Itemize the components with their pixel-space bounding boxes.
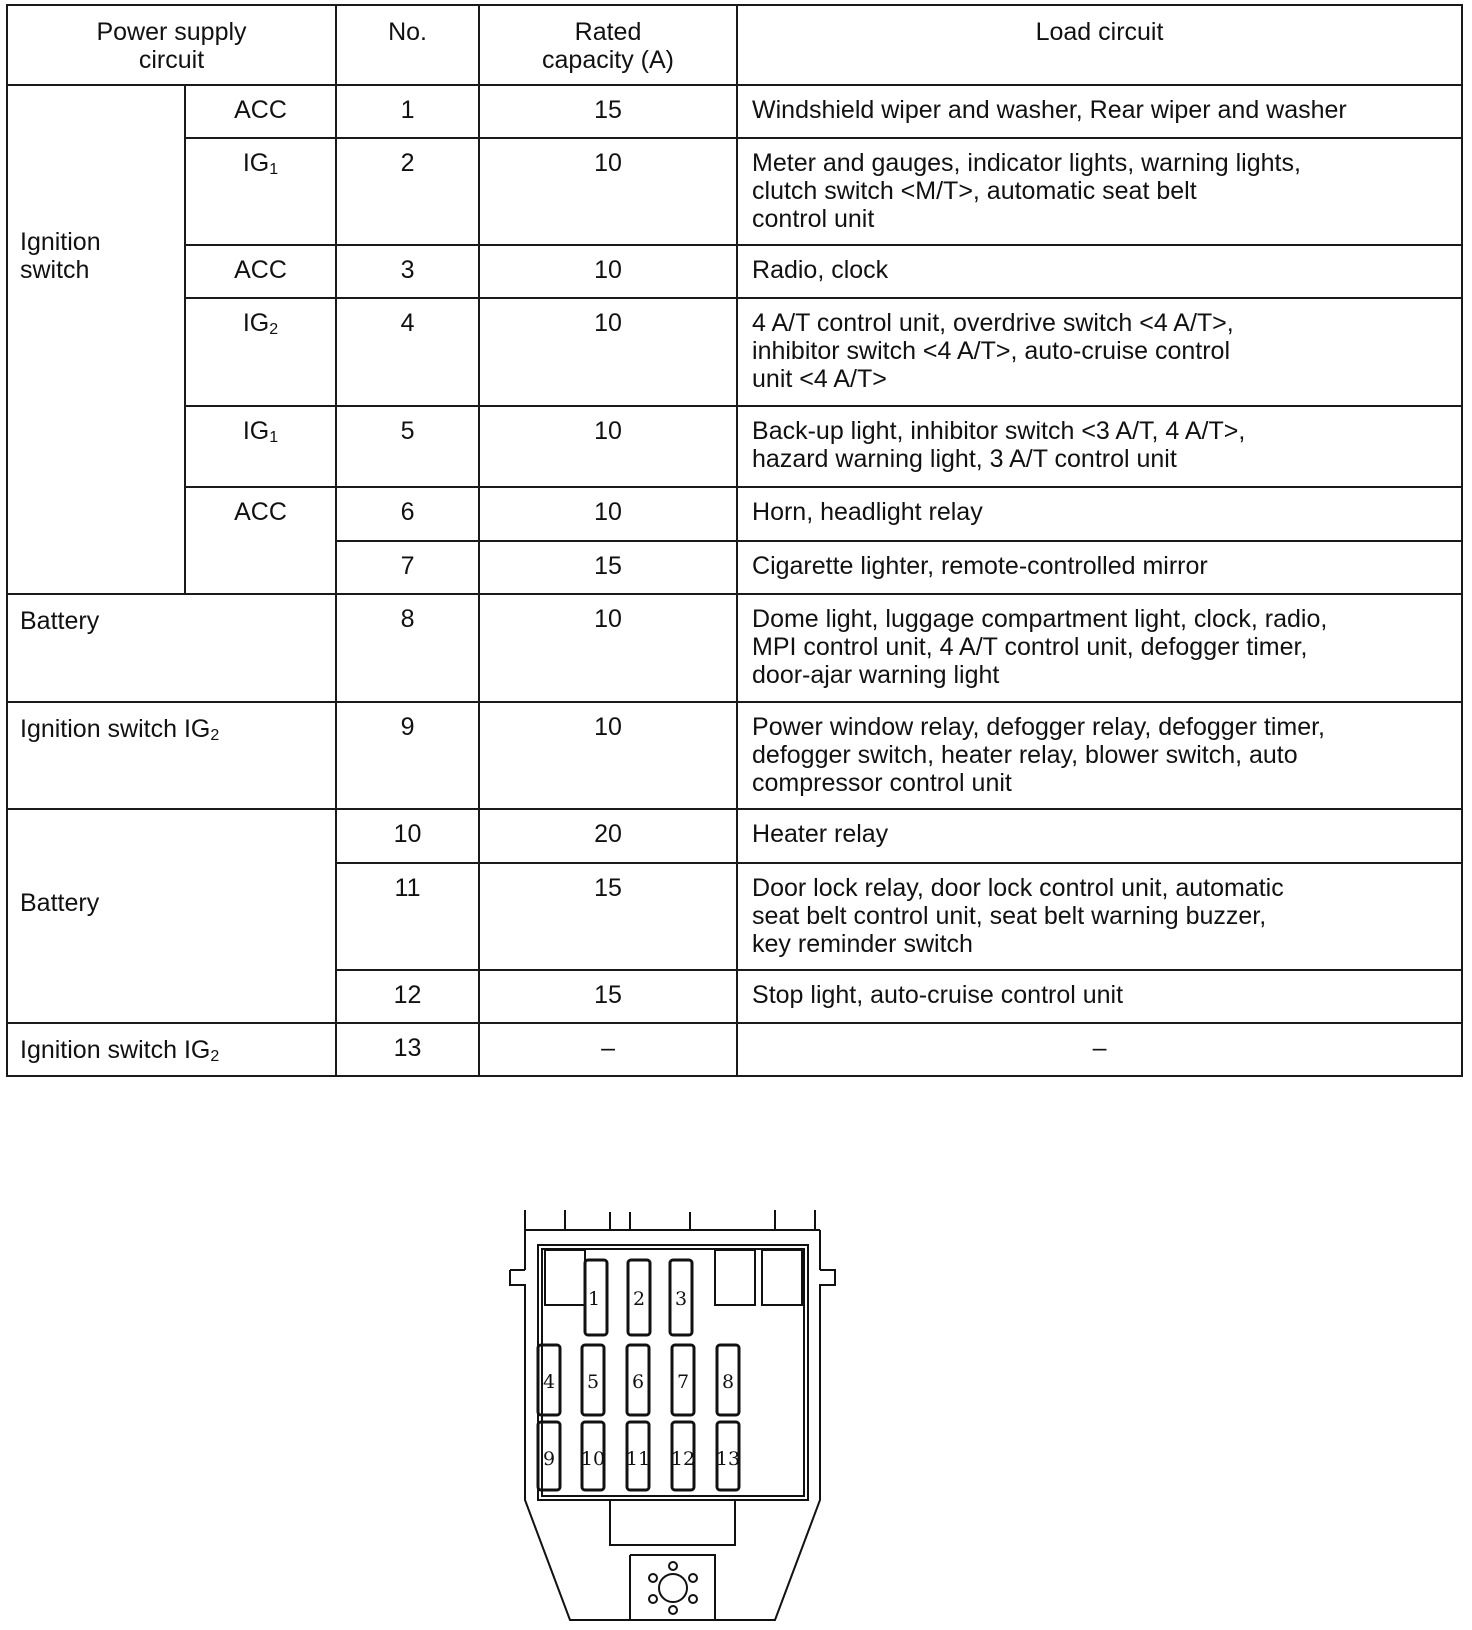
fuse-label: 7 bbox=[676, 1371, 690, 1393]
fuse-label: 4 bbox=[542, 1371, 556, 1393]
load-circuit: 4 A/T control unit, overdrive switch <4 A/T>, inhibitor switch <4 A/T>, auto-cruise control unit <4 A/T> bbox=[737, 298, 1462, 406]
fuse-label: 8 bbox=[721, 1371, 735, 1393]
rated-capacity: 10 bbox=[479, 594, 737, 702]
rated-capacity: 20 bbox=[479, 809, 737, 863]
load-circuit: Meter and gauges, indicator lights, warning lights, clutch switch <M/T>, automatic seat belt control unit bbox=[737, 138, 1462, 245]
table-row bbox=[7, 1023, 1462, 1076]
rated-capacity: 15 bbox=[479, 970, 737, 1023]
fuse-number: 5 bbox=[336, 406, 479, 487]
table-row bbox=[7, 138, 1462, 245]
rated-capacity: 10 bbox=[479, 487, 737, 541]
load-circuit: – bbox=[737, 1023, 1462, 1076]
fuse-number: 12 bbox=[336, 970, 479, 1023]
fuse-label: 10 bbox=[580, 1448, 606, 1470]
fuse-number: 13 bbox=[336, 1023, 479, 1076]
fuse-label: 1 bbox=[587, 1288, 601, 1310]
rated-capacity: 15 bbox=[479, 85, 737, 138]
fuse-number: 9 bbox=[336, 702, 479, 809]
header-row bbox=[7, 5, 1462, 85]
fuse-label: 5 bbox=[586, 1371, 600, 1393]
load-circuit: Dome light, luggage compartment light, clock, radio, MPI control unit, 4 A/T control unit, defogger timer, door-ajar warning light bbox=[737, 594, 1462, 702]
fuse-label: 12 bbox=[670, 1448, 696, 1470]
load-circuit: Horn, headlight relay bbox=[737, 487, 1462, 541]
fuse-box-diagram bbox=[490, 1210, 855, 1630]
group-ignition-switch-ig2: Ignition switch $IG_2$ bbox=[7, 702, 336, 809]
header-power-supply: Power supply circuit bbox=[7, 5, 336, 85]
fuse-table bbox=[6, 4, 1463, 1077]
table-row bbox=[7, 487, 1462, 541]
load-circuit: Cigarette lighter, remote-controlled mirror bbox=[737, 541, 1462, 594]
group-ignition-switch-ig2: Ignition switch $IG_2$ bbox=[7, 1023, 336, 1076]
rated-capacity: 15 bbox=[479, 863, 737, 970]
rated-capacity: 15 bbox=[479, 541, 737, 594]
sub-circuit: $IG_1$ bbox=[185, 138, 336, 245]
fuse-number: 2 bbox=[336, 138, 479, 245]
group-battery: Battery bbox=[7, 809, 336, 1023]
load-circuit: Radio, clock bbox=[737, 245, 1462, 298]
fuse-number: 4 bbox=[336, 298, 479, 406]
table-row bbox=[7, 809, 1462, 863]
table-row bbox=[7, 594, 1462, 702]
fuse-label: 6 bbox=[631, 1371, 645, 1393]
load-circuit: Door lock relay, door lock control unit, automatic seat belt control unit, seat belt warning buzzer, key reminder switch bbox=[737, 863, 1462, 970]
table-row bbox=[7, 406, 1462, 487]
fuse-number: 8 bbox=[336, 594, 479, 702]
rated-capacity: 10 bbox=[479, 138, 737, 245]
load-circuit: Back-up light, inhibitor switch <3 A/T, 4 A/T>, hazard warning light, 3 A/T control unit bbox=[737, 406, 1462, 487]
fuse-label: 2 bbox=[632, 1288, 646, 1310]
fuse-number: 10 bbox=[336, 809, 479, 863]
group-battery: Battery bbox=[7, 594, 336, 702]
fuse-box-drawing bbox=[490, 1210, 855, 1630]
fuse-number: 3 bbox=[336, 245, 479, 298]
load-circuit: Stop light, auto-cruise control unit bbox=[737, 970, 1462, 1023]
rated-capacity: 10 bbox=[479, 245, 737, 298]
load-circuit: Heater relay bbox=[737, 809, 1462, 863]
rated-capacity: 10 bbox=[479, 298, 737, 406]
sub-circuit: $IG_2$ bbox=[185, 298, 336, 406]
header-load-circuit: Load circuit bbox=[737, 5, 1462, 85]
fuse-label: 11 bbox=[625, 1448, 651, 1470]
fuse-label: 3 bbox=[674, 1288, 688, 1310]
rated-capacity: 10 bbox=[479, 702, 737, 809]
group-ignition-switch: Ignition switch bbox=[7, 85, 185, 594]
table-row bbox=[7, 702, 1462, 809]
fuse-number: 7 bbox=[336, 541, 479, 594]
table-row bbox=[7, 245, 1462, 298]
header-rated-capacity: Rated capacity (A) bbox=[479, 5, 737, 85]
rated-capacity: 10 bbox=[479, 406, 737, 487]
fuse-number: 11 bbox=[336, 863, 479, 970]
fuse-label: 9 bbox=[542, 1448, 556, 1470]
fuse-number: 6 bbox=[336, 487, 479, 541]
sub-circuit: ACC bbox=[185, 487, 336, 594]
table-row bbox=[7, 85, 1462, 138]
sub-circuit: $IG_1$ bbox=[185, 406, 336, 487]
sub-circuit: ACC bbox=[185, 245, 336, 298]
fuse-number: 1 bbox=[336, 85, 479, 138]
load-circuit: Power window relay, defogger relay, defogger timer, defogger switch, heater relay, blower switch, auto compressor control unit bbox=[737, 702, 1462, 809]
fuse-label: 13 bbox=[715, 1448, 741, 1470]
rated-capacity: – bbox=[479, 1023, 737, 1076]
sub-circuit: ACC bbox=[185, 85, 336, 138]
header-no: No. bbox=[336, 5, 479, 85]
load-circuit: Windshield wiper and washer, Rear wiper and washer bbox=[737, 85, 1462, 138]
table-row bbox=[7, 298, 1462, 406]
